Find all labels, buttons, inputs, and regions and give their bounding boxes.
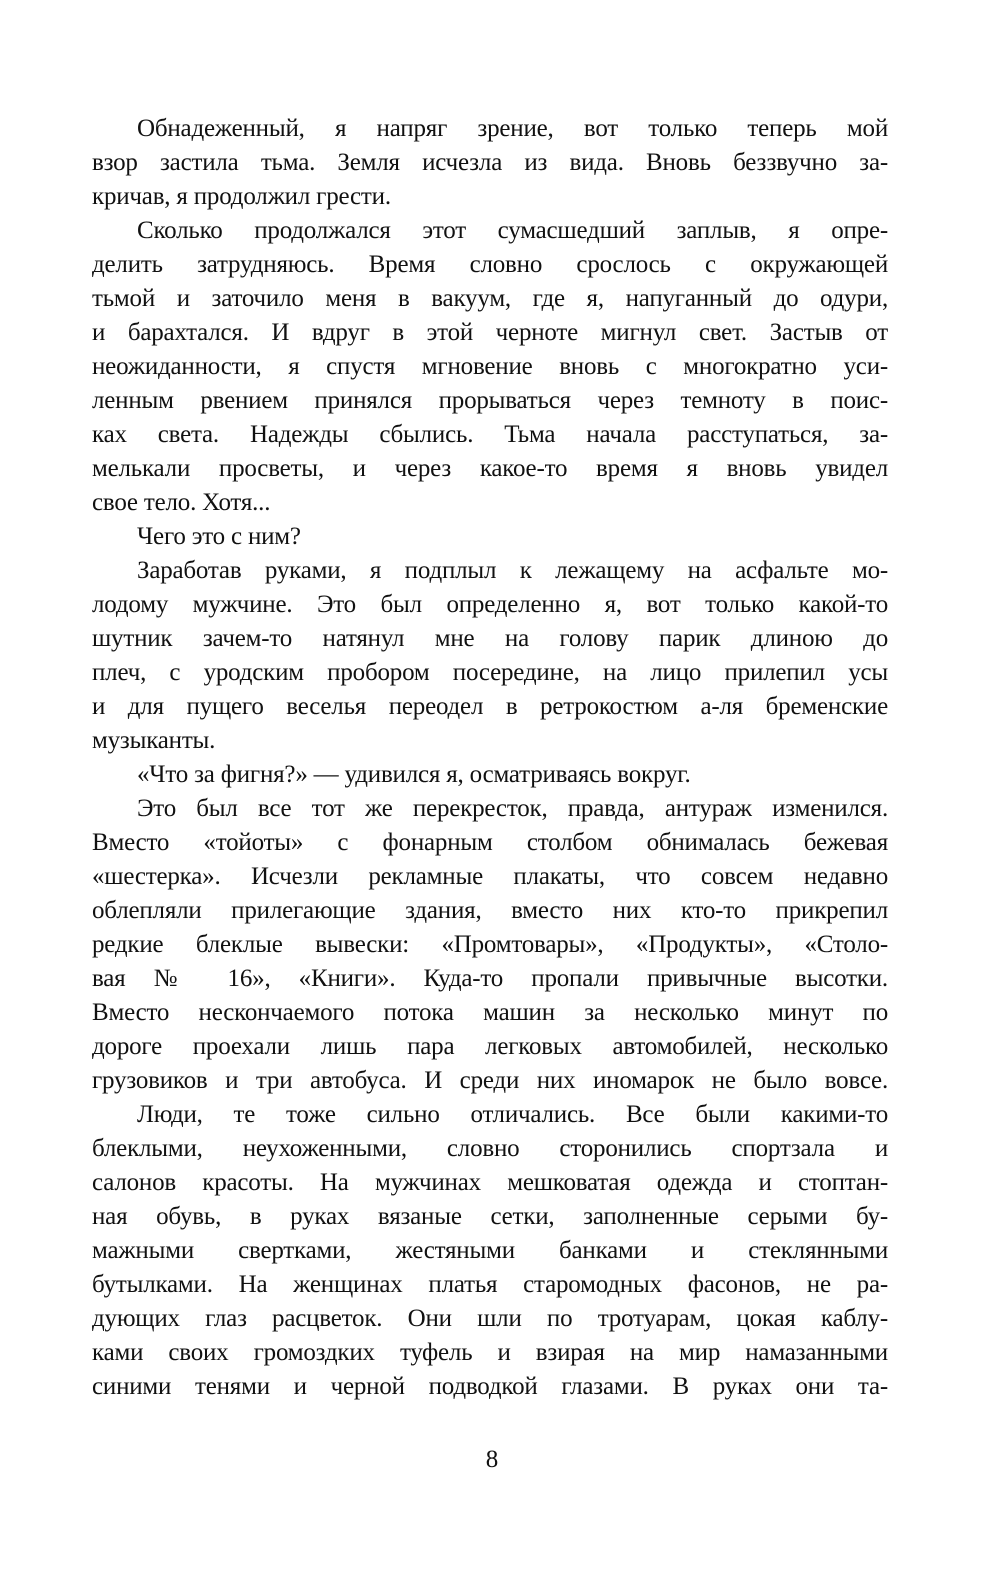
- text-line: салонов красоты. На мужчинах мешковатая одежда и стоптан-: [92, 1169, 888, 1196]
- text-line: и барахтался. И вдруг в этой черноте мигнул свет. Застыв от: [92, 319, 888, 346]
- text-line: мелькали просветы, и через какое-то время я вновь увидел: [92, 455, 888, 482]
- text-line: ках света. Надежды сбылись. Тьма начала расступаться, за-: [92, 421, 888, 448]
- text-line: бутылками. На женщинах платья старомодных фасонов, не ра-: [92, 1271, 888, 1298]
- paragraph: [92, 214, 888, 520]
- text-line: Люди, те тоже сильно отличались. Все были какими-то: [137, 1101, 888, 1128]
- paragraph: [92, 792, 888, 1098]
- text-line: «Что за фигня?» — удивился я, осматриваясь вокруг.: [137, 761, 691, 788]
- text-line: Это был все тот же перекресток, правда, антураж изменился.: [137, 795, 888, 822]
- text-line: Обнадеженный, я напряг зрение, вот только теперь мой: [137, 115, 888, 142]
- text-line: дующих глаз расцветок. Они шли по тротуарам, цокая каблу-: [92, 1305, 888, 1332]
- text-line: ная обувь, в руках вязаные сетки, заполненные серыми бу-: [92, 1203, 888, 1230]
- text-line: Чего это с ним?: [137, 523, 301, 550]
- paragraph: [92, 112, 888, 214]
- text-line: Заработав руками, я подплыл к лежащему на асфальте мо-: [137, 557, 888, 584]
- text-line: неожиданности, я спустя мгновение вновь с многократно уси-: [92, 353, 888, 380]
- page-number: 8: [485, 1446, 499, 1473]
- text-line: музыканты.: [92, 727, 216, 754]
- text-line: лодому мужчине. Это был определенно я, вот только какой-то: [92, 591, 888, 618]
- text-line: блеклыми, неухоженными, словно сторонились спортзала и: [92, 1135, 888, 1162]
- text-line: делить затрудняюсь. Время словно срослось с окружающей: [92, 251, 888, 278]
- text-line: облепляли прилегающие здания, вместо них кто-то прикрепил: [92, 897, 888, 924]
- text-line: грузовиков и три автобуса. И среди них иномарок не было вовсе.: [92, 1067, 888, 1094]
- paragraph: [92, 554, 888, 758]
- text-line: кричав, я продолжил грести.: [92, 183, 391, 210]
- text-line: взор застила тьма. Земля исчезла из вида. Вновь беззвучно за-: [92, 149, 888, 176]
- text-line: свое тело. Хотя...: [92, 489, 271, 516]
- text-line: синими тенями и черной подводкой глазами. В руках они та-: [92, 1373, 888, 1400]
- text-line: «шестерка». Исчезли рекламные плакаты, что совсем недавно: [92, 863, 888, 890]
- text-line: тьмой и заточило меня в вакуум, где я, напуганный до одури,: [92, 285, 888, 312]
- text-line: дороге проехали лишь пара легковых автомобилей, несколько: [92, 1033, 888, 1060]
- paragraph: [92, 1098, 888, 1404]
- text-line: ками своих громоздких туфель и взирая на мир намазанными: [92, 1339, 888, 1366]
- text-line: ленным рвением принялся прорываться через темноту в поис-: [92, 387, 888, 414]
- paragraph: [92, 520, 888, 554]
- text-line: Вместо «тойоты» с фонарным столбом обнималась бежевая: [92, 829, 888, 856]
- paragraph: [92, 758, 888, 792]
- text-line: Вместо нескончаемого потока машин за несколько минут по: [92, 999, 888, 1026]
- text-line: мажными свертками, жестяными банками и стеклянными: [92, 1237, 888, 1264]
- text-line: шутник зачем-то натянул мне на голову парик длиною до: [92, 625, 888, 652]
- text-line: вая № 16», «Книги». Куда-то пропали привычные высотки.: [92, 965, 888, 992]
- text-line: плеч, с уродским пробором посередине, на лицо прилепил усы: [92, 659, 888, 686]
- text-line: Сколько продолжался этот сумасшедший заплыв, я опре-: [137, 217, 888, 244]
- text-line: и для пущего веселья переодел в ретрокостюм а-ля бременские: [92, 693, 888, 720]
- text-block: [92, 112, 888, 1404]
- text-line: редкие блеклые вывески: «Промтовары», «Продукты», «Столо-: [92, 931, 888, 958]
